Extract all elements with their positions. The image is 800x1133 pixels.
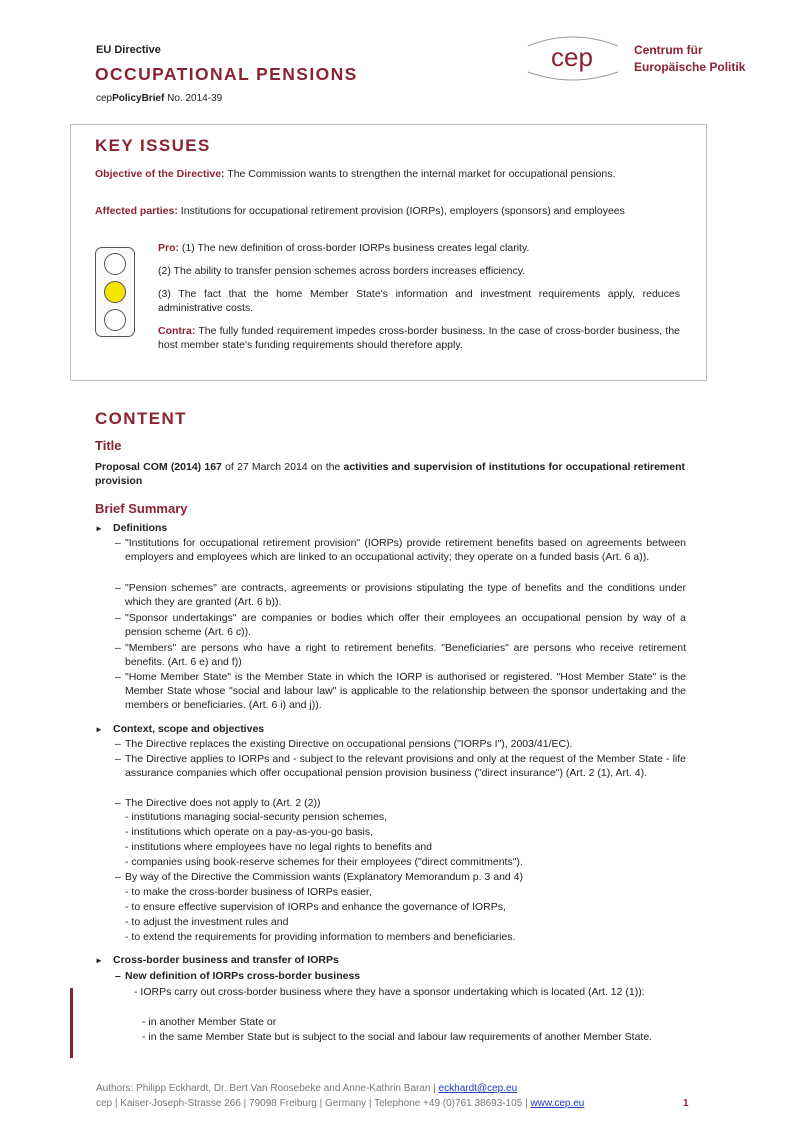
definition-item: – "Sponsor undertakings" are companies or bodies which offer their employees an occupational pension by way of a pension scheme (Art. 6 c)).	[115, 612, 686, 638]
footer-address	[96, 1098, 584, 1109]
brief-prefix: cep	[96, 93, 113, 104]
definition-text: "Sponsor undertakings" are companies or bodies which offer their employees an occupational pension by way of a pension scheme (Art. 6 c)).	[125, 612, 686, 638]
margin-marker	[70, 988, 73, 1058]
org-name-line2: Europäische Politik	[634, 60, 746, 74]
crossborder-intro: - IORPs carry out cross-border business where they have a sponsor undertaking which is located (Art. 12 (1)):	[134, 986, 645, 998]
pro-point-2: (2) The ability to transfer pension schemes across borders increases efficiency.	[158, 265, 526, 277]
context-sub-item: - to adjust the investment rules and	[125, 916, 289, 928]
definitions-heading	[95, 522, 167, 534]
page-number: 1	[683, 1098, 689, 1109]
context-label: Context, scope and objectives	[113, 723, 265, 735]
context-sub-item: - to make the cross-border business of IORPs easier,	[125, 886, 372, 898]
proposal-reference: Proposal COM (2014) 167	[95, 461, 222, 473]
definition-item: – "Members" are persons who have a right to retirement benefits. "Beneficiaries" are persons who receive retirement benefits. (Art. 6 e) and f))	[115, 642, 686, 668]
brief-number: No. 2014-39	[164, 93, 223, 104]
crossborder-sub-item: - in another Member State or	[142, 1016, 277, 1028]
proposal-title	[95, 460, 685, 488]
definitions-label: Definitions	[113, 522, 168, 534]
definition-item: – "Home Member State" is the Member State in which the IORP is authorised or registered. "Host Member State" is the Member State whose "social and labour law" is applicable to the relationship between the sponsor undertaking and the members or beneficiaries. (Art. 6 i) and j)).	[115, 671, 686, 711]
footer-authors	[96, 1083, 517, 1094]
pro-point-1	[158, 241, 680, 255]
document-type: EU Directive	[96, 44, 161, 56]
traffic-light-icon	[95, 247, 135, 337]
context-sub-item: - to extend the requirements for providing information to members and beneficiaries.	[125, 931, 516, 943]
context-text: The Directive replaces the existing Directive on occupational pensions ("IORPs I"), 2003/41/EC).	[125, 738, 573, 750]
organization-name	[634, 42, 745, 76]
bullet-arrow-icon: ►	[95, 956, 103, 965]
brief-label: PolicyBrief	[112, 93, 165, 104]
crossborder-label: Cross-border business and transfer of IORPs	[113, 954, 339, 966]
author-email-link[interactable]: eckhardt@cep.eu	[438, 1083, 518, 1094]
logo-text: cep	[551, 42, 593, 72]
content-heading: CONTENT	[95, 409, 187, 428]
context-sub-item: - institutions which operate on a pay-as-you-go basis,	[125, 826, 374, 838]
pro-label: Pro:	[158, 242, 179, 254]
definition-text: "Home Member State" is the Member State in which the IORP is authorised or registered. "Host Member State" is the Member State whose "social and labour law" is applicable to the relationship between the sponsor undertaking and the members or beneficiaries. (Art. 6 i) and j)).	[125, 671, 686, 711]
context-sub-item: - institutions where employees have no legal rights to benefits and	[125, 841, 433, 853]
key-issues-heading: KEY ISSUES	[95, 136, 211, 155]
definition-text: "Institutions for occupational retirement provision" (IORPs) provide retirement benefits based on agreements between employers and employees which are linked to an occupational activity; they operate on a funded basis (Art. 6 a)).	[125, 537, 686, 563]
brief-summary-heading: Brief Summary	[95, 501, 188, 516]
context-text: The Directive does not apply to (Art. 2 (2))	[125, 797, 321, 809]
affected-parties-paragraph	[95, 204, 680, 218]
affected-text: Institutions for occupational retirement provision (IORPs), employers (sponsors) and employees	[177, 205, 625, 217]
context-heading	[95, 723, 264, 735]
logo-arcs-icon	[522, 32, 622, 84]
objective-text: The Commission wants to strengthen the internal market for occupational pensions.	[224, 168, 616, 180]
bullet-arrow-icon: ►	[95, 524, 103, 533]
pro-text-1: (1) The new definition of cross-border IORPs business creates legal clarity.	[179, 242, 530, 254]
red-light-icon	[104, 253, 126, 275]
proposal-subject: activities and supervision of institutions for occupational retirement provision	[95, 461, 686, 487]
crossborder-heading	[95, 954, 339, 966]
objective-paragraph	[95, 167, 680, 181]
objective-label: Objective of the Directive:	[95, 168, 225, 180]
definition-item: – "Pension schemes" are contracts, agreements or provisions stipulating the type of benefits and the conditions under which they are granted (Art. 6 b)).	[115, 582, 686, 608]
context-text: By way of the Directive the Commission wants (Explanatory Memorandum p. 3 and 4)	[125, 871, 524, 883]
context-item: – The Directive replaces the existing Directive on occupational pensions ("IORPs I"), 2003/41/EC).	[115, 738, 573, 750]
contra-point	[158, 324, 680, 352]
title-heading: Title	[95, 438, 122, 453]
context-item: – The Directive does not apply to (Art. 2 (2))	[115, 797, 321, 809]
green-light-icon	[104, 309, 126, 331]
contra-label: Contra:	[158, 325, 196, 337]
context-item: – By way of the Directive the Commission wants (Explanatory Memorandum p. 3 and 4)	[115, 871, 524, 883]
definition-text: "Pension schemes" are contracts, agreements or provisions stipulating the type of benefits and the conditions under which they are granted (Art. 6 b)).	[125, 582, 686, 608]
crossborder-subheading-text: New definition of IORPs cross-border business	[125, 970, 361, 982]
policy-brief-number	[96, 93, 222, 104]
crossborder-sub-item: - in the same Member State but is subject to the social and labour law requirements of another Member State.	[142, 1031, 653, 1043]
context-item: – The Directive applies to IORPs and - subject to the relevant provisions and only at the request of the Member State - life assurance companies which offer occupational pension provision business ("direct insurance") (Art. 2 (1), Art. 4).	[115, 753, 686, 779]
context-sub-item: - institutions managing social-security pension schemes,	[125, 811, 388, 823]
contra-text: The fully funded requirement impedes cross-border business. In the case of cross-border business, the host member state's funding requirements should therefore apply.	[158, 325, 680, 351]
org-name-line1: Centrum für	[634, 43, 703, 57]
proposal-date: of 27 March 2014 on the	[221, 461, 344, 473]
pro-point-3: (3) The fact that the home Member State's information and investment requirements apply, reduces administrative costs.	[158, 288, 680, 314]
document-title: OCCUPATIONAL PENSIONS	[95, 64, 358, 84]
address-text: cep | Kaiser-Joseph-Strasse 266 | 79098 Freiburg | Germany | Telephone +49 (0)761 38693-105 |	[96, 1098, 531, 1109]
definition-text: "Members" are persons who have a right to retirement benefits. "Beneficiaries" are persons who receive retirement benefits. (Art. 6 e) and f))	[125, 642, 686, 668]
cep-logo	[522, 32, 622, 84]
context-sub-item: - companies using book-reserve schemes for their employees ("direct commitments").	[125, 856, 523, 868]
website-link[interactable]: www.cep.eu	[530, 1098, 585, 1109]
bullet-arrow-icon: ►	[95, 725, 103, 734]
context-text: The Directive applies to IORPs and - subject to the relevant provisions and only at the request of the Member State - life assurance companies which offer occupational pension provision business ("direct insurance") (Art. 2 (1), Art. 4).	[125, 753, 686, 779]
crossborder-subheading: – New definition of IORPs cross-border business	[115, 970, 361, 982]
affected-label: Affected parties:	[95, 205, 178, 217]
context-sub-item: - to ensure effective supervision of IORPs and enhance the governance of IORPs,	[125, 901, 506, 913]
yellow-light-icon	[104, 281, 126, 303]
authors-text: Authors: Philipp Eckhardt, Dr. Bert Van Roosebeke and Anne-Kathrin Baran |	[96, 1083, 439, 1094]
definition-item: – "Institutions for occupational retirement provision" (IORPs) provide retirement benefits based on agreements between employers and employees which are linked to an occupational activity; they operate on a funded basis (Art. 6 a)).	[115, 537, 686, 563]
